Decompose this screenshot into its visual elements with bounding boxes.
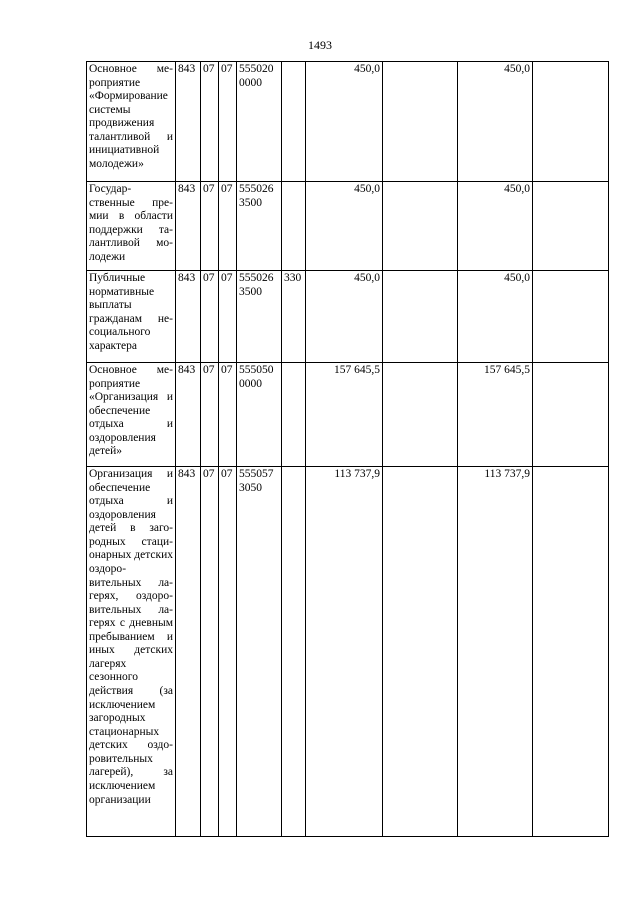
amount-3: 450,0 xyxy=(458,62,533,182)
amount-4 xyxy=(533,363,609,467)
amount-3: 450,0 xyxy=(458,182,533,271)
csr-code-line1: 555057 xyxy=(239,468,274,480)
pr-code: 07 xyxy=(219,363,237,467)
page-number: 1493 xyxy=(308,38,332,52)
csr-code xyxy=(237,62,282,182)
vr-code xyxy=(282,182,306,271)
csr-code-line1: 555050 xyxy=(239,364,274,376)
row-name: Публичные нормативные выплаты гражданам несоциального характера xyxy=(87,271,176,363)
rz-code: 07 xyxy=(201,363,219,467)
table-row xyxy=(87,182,609,271)
ved-code: 843 xyxy=(176,271,201,363)
amount-2 xyxy=(383,467,458,837)
amount-3: 113 737,9 xyxy=(458,467,533,837)
csr-code xyxy=(237,271,282,363)
pr-code: 07 xyxy=(219,467,237,837)
budget-table xyxy=(86,61,609,837)
table-row xyxy=(87,271,609,363)
csr-code xyxy=(237,182,282,271)
vr-code xyxy=(282,363,306,467)
row-name: Основное мероприятие «Организация и обеспечение отдыха и оздоровления детей» xyxy=(87,363,176,467)
row-name: Организация и обеспечение отдыха и оздоровления детей в загородных стационарных детских оздоровительных лагерях, оздоровительных лагерях с дневным пребыванием и иных детских лагерях сезонного действия (за исключением загородных стационарных детских оздоровительных лагерей), за исключением организации xyxy=(87,467,176,837)
vr-code xyxy=(282,467,306,837)
pr-code: 07 xyxy=(219,271,237,363)
amount-4 xyxy=(533,467,609,837)
amount-1: 157 645,5 xyxy=(306,363,383,467)
rz-code: 07 xyxy=(201,62,219,182)
pr-code: 07 xyxy=(219,182,237,271)
ved-code: 843 xyxy=(176,363,201,467)
table-row xyxy=(87,62,609,182)
rz-code: 07 xyxy=(201,467,219,837)
csr-code-line2: 0000 xyxy=(239,377,262,390)
table-row xyxy=(87,467,609,837)
csr-code-line2: 0000 xyxy=(239,76,262,89)
budget-table-body xyxy=(87,62,609,837)
pr-code: 07 xyxy=(219,62,237,182)
csr-code-line1: 555026 xyxy=(239,272,274,284)
amount-1: 450,0 xyxy=(306,271,383,363)
amount-3: 450,0 xyxy=(458,271,533,363)
csr-code xyxy=(237,467,282,837)
amount-4 xyxy=(533,182,609,271)
row-name: Государственные премии в области поддержки талантливой молодежи xyxy=(87,182,176,271)
rz-code: 07 xyxy=(201,271,219,363)
csr-code-line2: 3050 xyxy=(239,481,262,494)
rz-code: 07 xyxy=(201,182,219,271)
ved-code: 843 xyxy=(176,62,201,182)
ved-code: 843 xyxy=(176,182,201,271)
amount-2 xyxy=(383,363,458,467)
csr-code-line2: 3500 xyxy=(239,285,262,298)
csr-code-line2: 3500 xyxy=(239,196,262,209)
amount-1: 113 737,9 xyxy=(306,467,383,837)
csr-code-line1: 555020 xyxy=(239,63,274,75)
amount-4 xyxy=(533,271,609,363)
amount-2 xyxy=(383,271,458,363)
amount-2 xyxy=(383,62,458,182)
amount-1: 450,0 xyxy=(306,62,383,182)
csr-code xyxy=(237,363,282,467)
ved-code: 843 xyxy=(176,467,201,837)
vr-code: 330 xyxy=(282,271,306,363)
amount-3: 157 645,5 xyxy=(458,363,533,467)
amount-2 xyxy=(383,182,458,271)
row-name: Основное мероприятие «Формирование системы продвижения талантливой и инициативной молодежи» xyxy=(87,62,176,182)
vr-code xyxy=(282,62,306,182)
amount-1: 450,0 xyxy=(306,182,383,271)
amount-4 xyxy=(533,62,609,182)
table-row xyxy=(87,363,609,467)
csr-code-line1: 555026 xyxy=(239,183,274,195)
